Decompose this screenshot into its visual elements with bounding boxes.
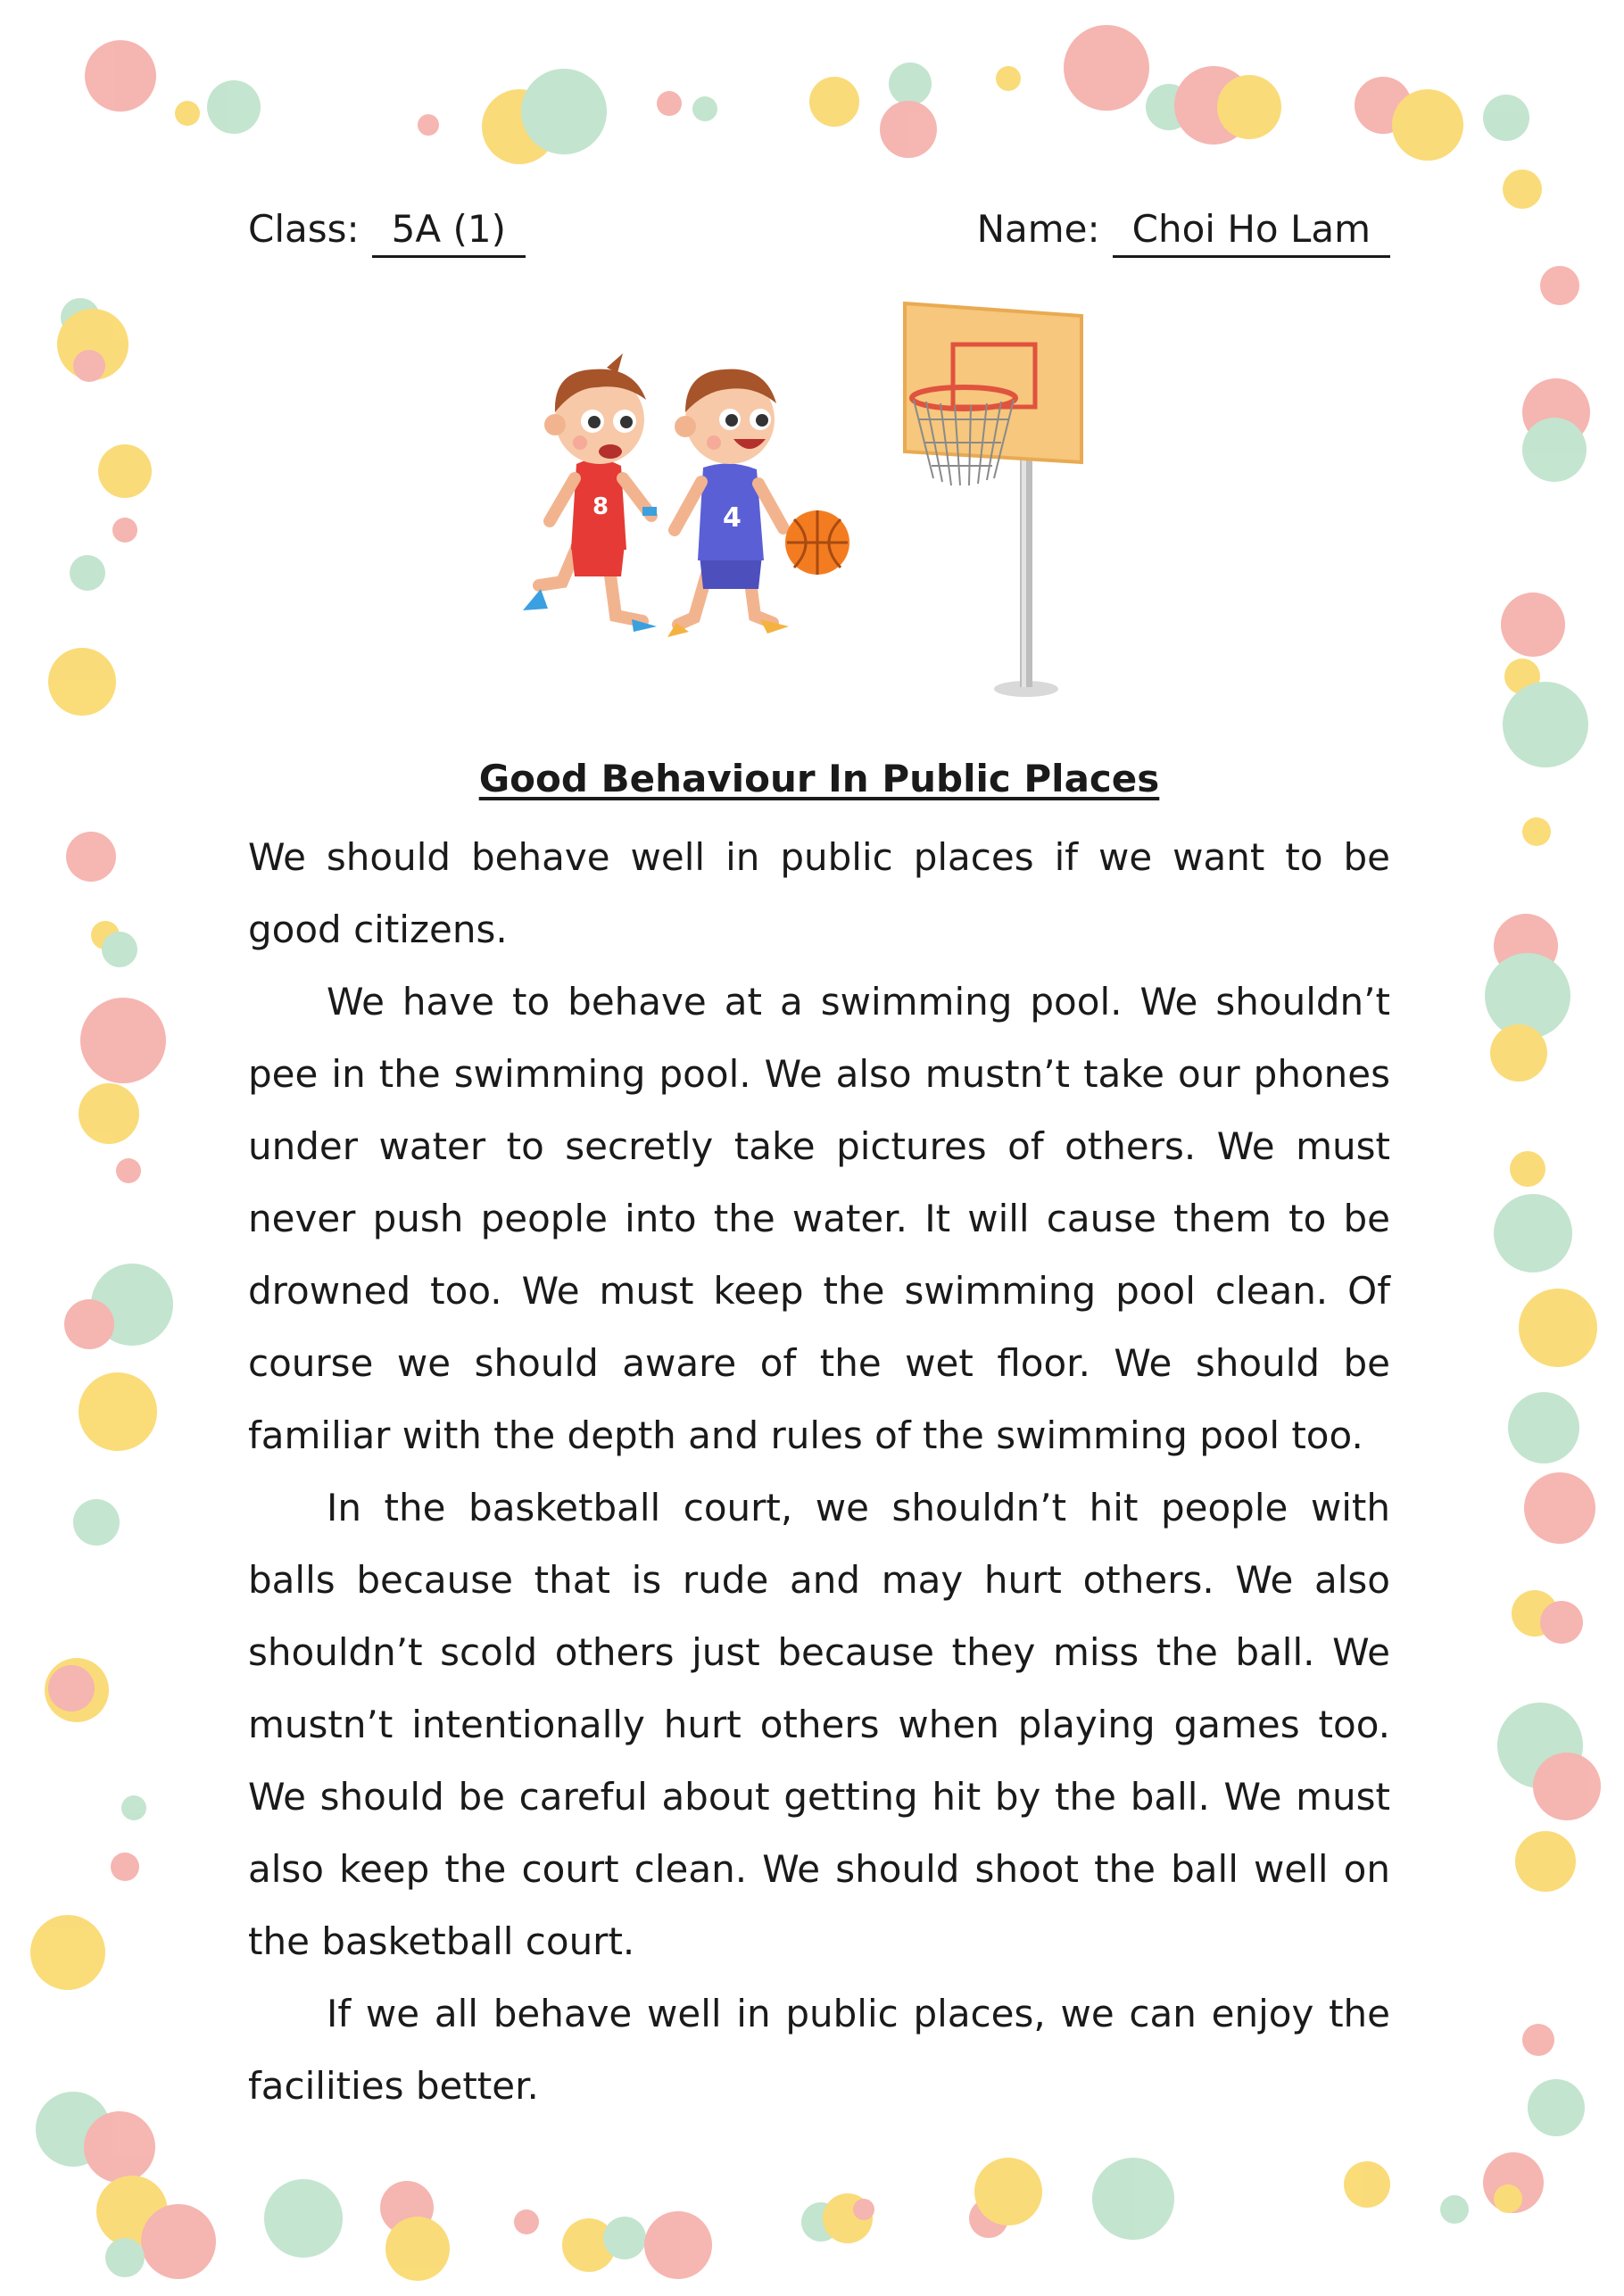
kids-basketball-illustration <box>500 294 1106 741</box>
class-value: 5A (1) <box>372 203 526 258</box>
kid-blue-jersey-icon <box>667 369 849 637</box>
name-label: Name: <box>976 207 1100 251</box>
essay-paragraph: In the basketball court, we shouldn’t hit people with balls because that is rude and may hurt others. We also shouldn’t scold others just because they miss the ball. We mustn’t intentionally hurt others when playing games too. We should be careful about getting hit by the ball. We must also keep the court clean. We should shoot the ball well on the basketball court. <box>248 1486 1390 1963</box>
essay-paragraph: If we all behave well in public places, we can enjoy the facilities better. <box>248 1992 1390 2108</box>
svg-text:8: 8 <box>592 493 609 520</box>
class-label: Class: <box>248 207 360 251</box>
class-field <box>248 198 526 261</box>
essay-paragraph: We have to behave at a swimming pool. We shouldn’t pee in the swimming pool. We also mustn’t take our phones under water to secretly take pictures of others. We must never push people into the water. It will cause them to be drowned too. We must keep the swimming pool clean. Of course we should aware of the wet floor. We should be familiar with the depth and rules of the swimming pool too. <box>248 980 1390 1457</box>
essay-body <box>248 821 1390 2122</box>
basketball-hoop-icon <box>905 303 1081 697</box>
name-field <box>977 198 1390 261</box>
kid-red-jersey-icon <box>523 353 657 632</box>
essay-paragraph: We should behave well in public places if we want to be good citizens. <box>248 835 1390 951</box>
name-value: Choi Ho Lam <box>1113 203 1390 258</box>
jersey-number: 4 <box>723 502 742 534</box>
header-row <box>248 198 1390 261</box>
essay-title: Good Behaviour In Public Places <box>478 757 1160 800</box>
